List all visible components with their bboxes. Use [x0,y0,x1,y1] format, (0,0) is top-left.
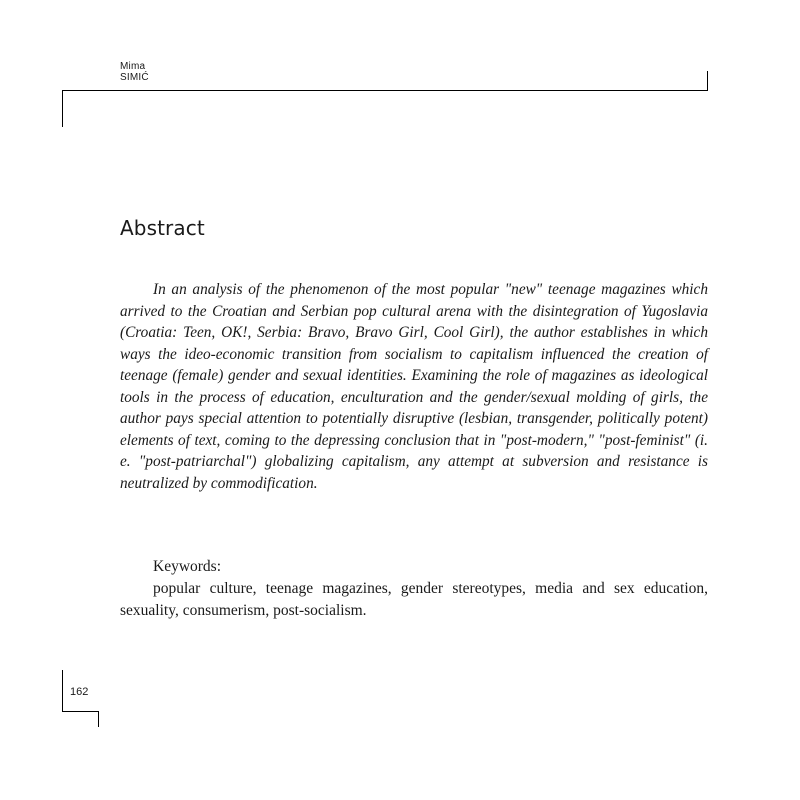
keywords-label: Keywords: [153,558,222,575]
author-last-name: SIMIĆ [120,72,149,83]
keywords-list: popular culture, teenage magazines, gender stereotypes, media and sex education, sexuality, consumerism, post-socialism. [120,580,708,619]
running-header-author [120,61,149,83]
header-rule-right-tick [707,71,708,91]
footer-rule-left [62,670,63,712]
header-rule [62,90,708,91]
footer-rule-right-tick [98,711,99,727]
footer-rule [62,711,99,712]
author-first-name: Mima [120,61,146,72]
page-number: 162 [70,686,89,698]
header-rule-left-tick [62,90,63,127]
section-title: Abstract [120,216,205,240]
abstract-body: In an analysis of the phenomenon of the most popular "new" teenage magazines which arrived to the Croatian and Serbian pop cultural arena with the disintegration of Yugoslavia (Croatia: Teen, OK!, Serbia: Bravo, Bravo Girl, Cool Girl), the author establishes in which ways the ideo-economic transition from socialism to capitalism influenced the creation of teenage (female) gender and sexual identities. Examining the role of magazines as ideological tools in the process of education, enculturation and the gender/sexual molding of girls, the author pays special attention to potentially disruptive (lesbian, transgender, politically potent) elements of text, coming to the depressing conclusion that in "post-modern," "post-feminist" (i. e. "post-patriarchal") globalizing capitalism, any attempt at subversion and resistance is neutralized by commodification. [120,281,708,492]
